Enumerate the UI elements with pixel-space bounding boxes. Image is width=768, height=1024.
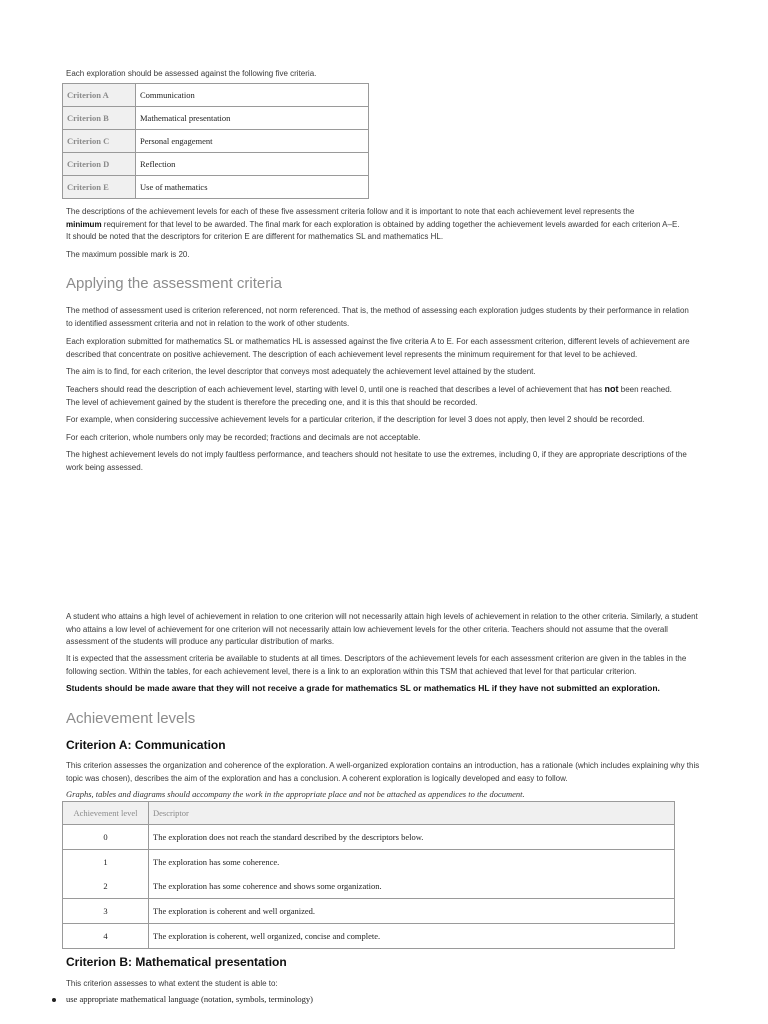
desc-text-a: The descriptions of the achievement levels for each of these five assessment criteria follow and it is important to note that each achievement level represents the [66, 207, 635, 216]
table-header-row [63, 802, 675, 825]
bullet-icon [52, 998, 56, 1002]
criterion-value: Use of mathematics [136, 176, 369, 199]
applying-paragraph-3: The aim is to find, for each criterion, the level descriptor that conveys most adequately the achievement level attained by the student. [66, 367, 536, 376]
applying-paragraph-6: For each criterion, whole numbers only may be recorded; fractions and decimals are not acceptable. [66, 433, 421, 442]
applying-p4-text-c: The level of achievement gained by the student is therefore the preceding one, and it is this that should be recorded. [66, 397, 478, 407]
student-paragraph-1: A student who attains a high level of achievement in relation to one criterion will not necessarily attain high levels of achievement in relation to the other criteria. Similarly, a student who attains a low level of achievement for one criterion will not necessarily attain low achievement levels for the other criteria. Teachers should not assume that the overall assessment of the students will produce any particular distribution of marks. [66, 612, 698, 646]
criterion-b-heading: Criterion B: Mathematical presentation [66, 955, 287, 969]
criterion-value: Reflection [136, 153, 369, 176]
descriptor-cell: The exploration is coherent and well organized. [149, 899, 675, 924]
criteria-table [62, 83, 369, 199]
student-bold-note: Students should be made aware that they will not receive a grade for mathematics SL or mathematics HL if they have not submitted an exploration. [66, 683, 660, 693]
criteria-row [63, 107, 369, 130]
list-item-text: use appropriate mathematical language (notation, symbols, terminology) [66, 994, 313, 1004]
desc-text-b: requirement for that level to be awarded. The final mark for each exploration is obtained by adding together the achievement levels awarded for each criterion A–E. [101, 219, 680, 229]
table-row [63, 874, 675, 899]
criterion-b-paragraph: This criterion assesses to what extent the student is able to: [66, 979, 278, 988]
criterion-a-heading: Criterion A: Communication [66, 738, 226, 752]
achievement-levels-heading: Achievement levels [66, 710, 196, 727]
criterion-key: Criterion A [63, 84, 136, 107]
criterion-key: Criterion B [63, 107, 136, 130]
level-cell: 2 [63, 874, 149, 899]
criteria-row [63, 84, 369, 107]
criterion-value: Personal engagement [136, 130, 369, 153]
level-cell: 1 [63, 850, 149, 875]
criterion-a-paragraph: This criterion assesses the organization and coherence of the exploration. A well-organized exploration contains an introduction, has a rationale (which includes explaining why this topic was chosen), describes the aim of the exploration and has a conclusion. A coherent exploration is logically developed and easy to follow. [66, 761, 700, 783]
list-item [52, 994, 313, 1004]
descriptor-cell: The exploration does not reach the standard described by the descriptors below. [149, 825, 675, 850]
criterion-a-italic-note: Graphs, tables and diagrams should accompany the work in the appropriate place and not be attached as appendices to the document. [66, 789, 525, 799]
max-mark-text: The maximum possible mark is 20. [66, 250, 190, 259]
applying-p4-not-bold: not [604, 384, 619, 394]
applying-paragraph-1: The method of assessment used is criterion referenced, not norm referenced. That is, the method of assessing each exploration judges students by their performance in relation to identified assessment criteria and not in relation to the work of other students. [66, 306, 689, 328]
level-cell: 3 [63, 899, 149, 924]
applying-paragraph-7: The highest achievement levels do not imply faultless performance, and teachers should not hesitate to use the extremes, including 0, if they are appropriate descriptions of the work being assessed. [66, 450, 687, 472]
header-descriptor: Descriptor [149, 802, 675, 825]
criteria-row [63, 130, 369, 153]
desc-minimum-bold: minimum [66, 219, 102, 229]
applying-p4-text-b: been reached. [618, 385, 672, 394]
desc-text-c: It should be noted that the descriptors for criterion E are different for mathematics SL and mathematics HL. [66, 232, 444, 241]
applying-paragraph-5: For example, when considering successive achievement levels for a particular criterion, if the description for level 3 does not apply, then level 2 should be recorded. [66, 415, 645, 424]
student-paragraph-2: It is expected that the assessment criteria be available to students at all times. Descriptors of the achievement levels for each assessment criterion are given in the tables in the following section. Within the tables, for each achievement level, there is a link to an exploration within this TSM that achieved that level for that particular criterion. [66, 654, 687, 676]
criteria-row [63, 176, 369, 199]
criterion-value: Mathematical presentation [136, 107, 369, 130]
criterion-key: Criterion C [63, 130, 136, 153]
header-achievement-level: Achievement level [63, 802, 149, 825]
level-cell: 4 [63, 924, 149, 949]
applying-paragraph-4 [66, 383, 706, 409]
table-row [63, 850, 675, 875]
achievement-levels-table [62, 801, 675, 949]
table-row [63, 899, 675, 924]
criteria-row [63, 153, 369, 176]
descriptor-cell: The exploration is coherent, well organized, concise and complete. [149, 924, 675, 949]
intro-text: Each exploration should be assessed against the following five criteria. [66, 69, 317, 78]
applying-heading: Applying the assessment criteria [66, 275, 282, 292]
level-cell: 0 [63, 825, 149, 850]
table-row [63, 825, 675, 850]
applying-p4-text-a: Teachers should read the description of each achievement level, starting with level 0, until one is reached that describes a level of achievement that has [66, 385, 605, 394]
descriptions-paragraph [66, 206, 706, 244]
table-row [63, 924, 675, 949]
applying-paragraph-2: Each exploration submitted for mathematics SL or mathematics HL is assessed against the five criteria A to E. For each assessment criterion, different levels of achievement are described that concentrate on positive achievement. The description of each achievement level represents the minimum requirement for that level to be achieved. [66, 337, 690, 359]
descriptor-cell: The exploration has some coherence. [149, 850, 675, 875]
criterion-key: Criterion E [63, 176, 136, 199]
criterion-key: Criterion D [63, 153, 136, 176]
criterion-value: Communication [136, 84, 369, 107]
descriptor-cell: The exploration has some coherence and shows some organization. [149, 874, 675, 899]
